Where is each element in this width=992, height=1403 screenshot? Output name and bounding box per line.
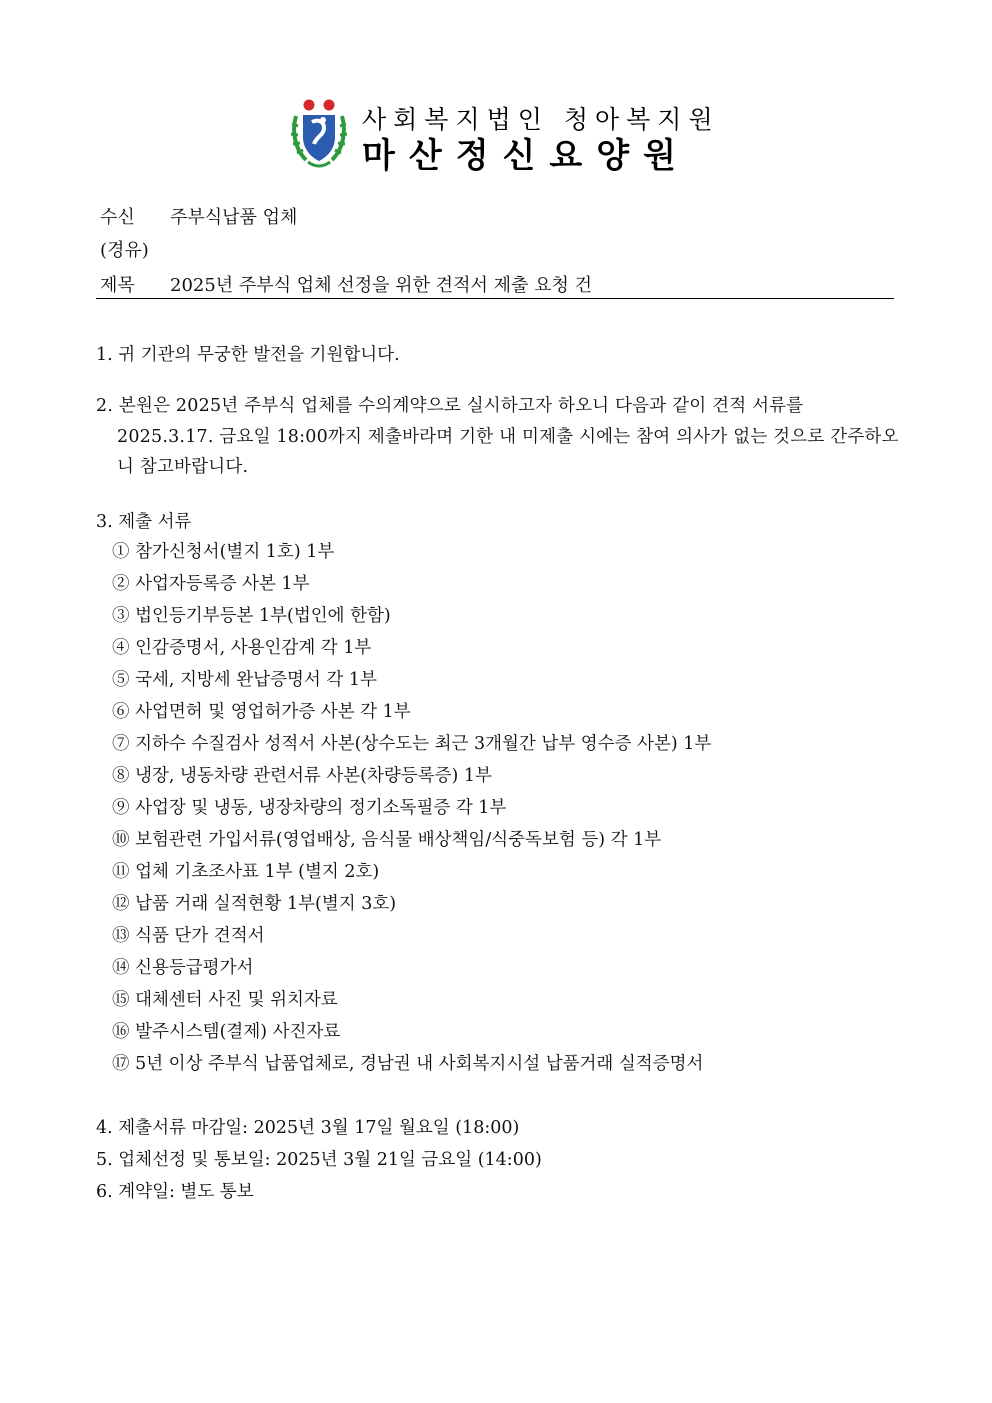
list-item: ⑦ 지하수 수질검사 성적서 사본(상수도는 최근 3개월간 납부 영수증 사본) 1부 (112, 734, 712, 754)
list-item: ⑪ 업체 기초조사표 1부 (별지 2호) (112, 862, 380, 882)
subject-value: 2025년 주부식 업체 선정을 위한 견적서 제출 요청 건 (170, 275, 592, 296)
organization-name: 마산정신요양원 (362, 136, 690, 176)
list-item: ⑥ 사업면허 및 영업허가증 사본 각 1부 (112, 702, 411, 722)
paragraph-2-line: 니 참고바랍니다. (117, 457, 249, 477)
list-item: ⑩ 보험관련 가입서류(영업배상, 음식물 배상책임/식중독보험 등) 각 1부 (112, 830, 662, 850)
list-item: ⑯ 발주시스템(결제) 사진자료 (112, 1022, 341, 1042)
organization-logo-icon (286, 98, 352, 170)
list-item: ① 참가신청서(별지 1호) 1부 (112, 542, 335, 562)
subject-label: 제목 (100, 275, 135, 296)
list-item: ④ 인감증명서, 사용인감계 각 1부 (112, 638, 372, 658)
list-item: ⑧ 냉장, 냉동차량 관련서류 사본(차량등록증) 1부 (112, 766, 492, 786)
paragraph-2-line: 2025.3.17. 금요일 18:00까지 제출바라며 기한 내 미제출 시에는 참여 의사가 없는 것으로 간주하오 (117, 427, 899, 447)
organization-subtitle: 사회복지법인 청아복지원 (362, 105, 720, 134)
recipient-row (100, 203, 297, 229)
list-item: ⑫ 납품 거래 실적현황 1부(별지 3호) (112, 894, 397, 914)
subject-row (100, 271, 592, 297)
paragraph-1: 1. 귀 기관의 무궁한 발전을 기원합니다. (96, 345, 400, 365)
paragraph-2-line: 2. 본원은 2025년 주부식 업체를 수의계약으로 실시하고자 하오니 다음과 같이 견적 서류를 (96, 396, 804, 416)
list-item: ③ 법인등기부등본 1부(법인에 한함) (112, 606, 391, 626)
header-divider (96, 298, 894, 299)
list-item: ⑮ 대체센터 사진 및 위치자료 (112, 990, 338, 1010)
recipient-label: 수신 (100, 207, 135, 228)
list-item: ⑭ 신용등급평가서 (112, 958, 254, 978)
paragraph-3-title: 3. 제출 서류 (96, 512, 192, 532)
letterhead (286, 98, 726, 176)
paragraph-6: 6. 계약일: 별도 통보 (96, 1182, 254, 1202)
recipient-value: 주부식납품 업체 (170, 207, 298, 228)
via-label: (경유) (100, 240, 149, 261)
list-item: ② 사업자등록증 사본 1부 (112, 574, 310, 594)
paragraph-5: 5. 업체선정 및 통보일: 2025년 3월 21일 금요일 (14:00) (96, 1150, 542, 1170)
list-item: ⑤ 국세, 지방세 완납증명서 각 1부 (112, 670, 377, 690)
list-item: ⑨ 사업장 및 냉동, 냉장차량의 정기소독필증 각 1부 (112, 798, 507, 818)
paragraph-4: 4. 제출서류 마감일: 2025년 3월 17일 월요일 (18:00) (96, 1118, 520, 1138)
list-item: ⑰ 5년 이상 주부식 납품업체로, 경남권 내 사회복지시설 납품거래 실적증명서 (112, 1054, 704, 1074)
via-row (100, 236, 149, 262)
list-item: ⑬ 식품 단가 견적서 (112, 926, 265, 946)
